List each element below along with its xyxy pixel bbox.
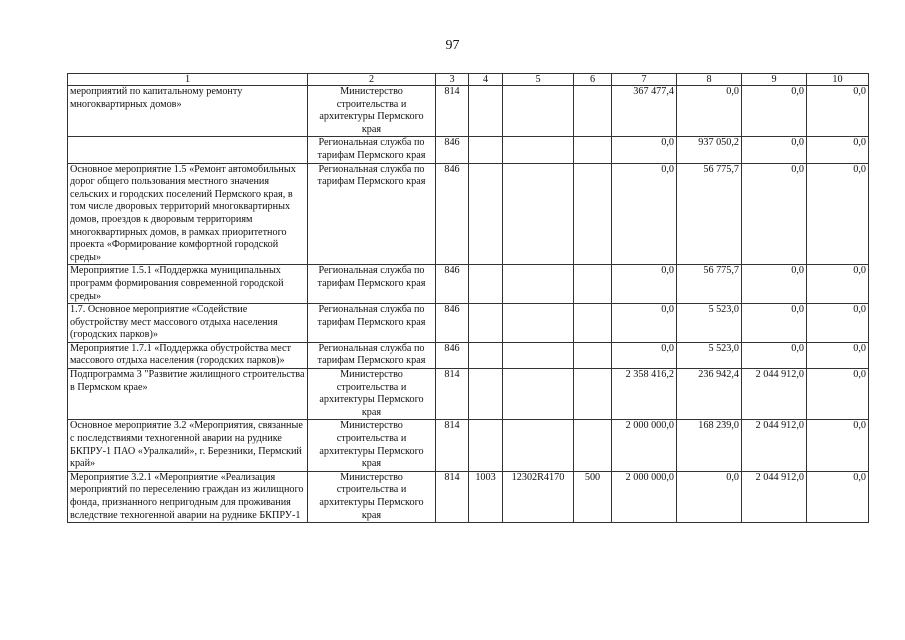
header-cell: 5 [503, 74, 574, 86]
budget-table [67, 73, 869, 523]
row-col8-cell: 5 523,0 [677, 304, 742, 343]
row-col7-cell: 0,0 [612, 137, 677, 163]
header-cell: 10 [807, 74, 869, 86]
row-col7-cell: 0,0 [612, 163, 677, 265]
header-cell: 3 [436, 74, 469, 86]
header-cell: 4 [469, 74, 503, 86]
row-col10-cell: 0,0 [807, 369, 869, 420]
row-col7-cell: 367 477,4 [612, 86, 677, 137]
header-cell: 9 [742, 74, 807, 86]
row-org-cell: Региональная служба по тарифам Пермского края [308, 265, 436, 304]
row-org-cell: Региональная служба по тарифам Пермского края [308, 342, 436, 368]
row-org-cell: Министерство строительства и архитектуры Пермского края [308, 369, 436, 420]
page-number: 97 [445, 38, 460, 53]
row-col8-cell: 0,0 [677, 471, 742, 522]
row-col8-cell: 937 050,2 [677, 137, 742, 163]
row-col7-cell: 0,0 [612, 342, 677, 368]
row-col5-cell [503, 265, 574, 304]
row-col9-cell: 2 044 912,0 [742, 420, 807, 471]
row-col6-cell [574, 137, 612, 163]
table-row [68, 163, 869, 265]
row-col10-cell: 0,0 [807, 163, 869, 265]
row-col6-cell [574, 342, 612, 368]
row-col8-cell: 236 942,4 [677, 369, 742, 420]
row-col4-cell [469, 369, 503, 420]
row-org-cell: Министерство строительства и архитектуры Пермского края [308, 86, 436, 137]
row-col5-cell [503, 163, 574, 265]
row-col4-cell: 1003 [469, 471, 503, 522]
row-col8-cell: 5 523,0 [677, 342, 742, 368]
row-col10-cell: 0,0 [807, 342, 869, 368]
row-col7-cell: 0,0 [612, 265, 677, 304]
table-header [68, 74, 869, 86]
header-cell: 2 [308, 74, 436, 86]
row-col7-cell: 0,0 [612, 304, 677, 343]
row-col9-cell: 0,0 [742, 304, 807, 343]
row-col4-cell [469, 420, 503, 471]
row-name-cell: Мероприятие 3.2.1 «Мероприятие «Реализация мероприятий по переселению граждан из жилищного фонда, признанного непригодным для проживания вследствие техногенной аварии на руднике БКПРУ-1 [68, 471, 308, 522]
row-name-cell: Мероприятие 1.5.1 «Поддержка муниципальных программ формирования современной городской среды» [68, 265, 308, 304]
row-col6-cell [574, 265, 612, 304]
row-org-cell: Министерство строительства и архитектуры Пермского края [308, 471, 436, 522]
row-col6-cell [574, 304, 612, 343]
row-col8-cell: 168 239,0 [677, 420, 742, 471]
row-col6-cell [574, 163, 612, 265]
header-cell: 6 [574, 74, 612, 86]
row-col10-cell: 0,0 [807, 471, 869, 522]
row-org-cell: Министерство строительства и архитектуры Пермского края [308, 420, 436, 471]
row-col4-cell [469, 342, 503, 368]
row-col5-cell: 12302R4170 [503, 471, 574, 522]
row-name-cell [68, 137, 308, 163]
row-col10-cell: 0,0 [807, 137, 869, 163]
row-col10-cell: 0,0 [807, 420, 869, 471]
row-col4-cell [469, 304, 503, 343]
table-row [68, 420, 869, 471]
row-col9-cell: 0,0 [742, 265, 807, 304]
row-col3-cell: 846 [436, 342, 469, 368]
row-col10-cell: 0,0 [807, 86, 869, 137]
row-col3-cell: 846 [436, 163, 469, 265]
row-col4-cell [469, 265, 503, 304]
row-col3-cell: 846 [436, 304, 469, 343]
table-row [68, 86, 869, 137]
row-col7-cell: 2 000 000,0 [612, 471, 677, 522]
row-name-cell: Мероприятие 1.7.1 «Поддержка обустройства мест массового отдыха населения (городских парков)» [68, 342, 308, 368]
table-row [68, 471, 869, 522]
header-cell: 8 [677, 74, 742, 86]
table-row [68, 342, 869, 368]
table-row [68, 265, 869, 304]
row-col5-cell [503, 304, 574, 343]
row-col6-cell [574, 86, 612, 137]
header-row [68, 74, 869, 86]
row-col5-cell [503, 137, 574, 163]
row-org-cell: Региональная служба по тарифам Пермского края [308, 163, 436, 265]
table-row [68, 137, 869, 163]
row-col10-cell: 0,0 [807, 304, 869, 343]
row-org-cell: Региональная служба по тарифам Пермского края [308, 304, 436, 343]
row-col10-cell: 0,0 [807, 265, 869, 304]
header-cell: 7 [612, 74, 677, 86]
row-col4-cell [469, 86, 503, 137]
row-name-cell: Основное мероприятие 3.2 «Мероприятия, связанные с последствиями техногенной аварии на руднике БКПРУ-1 ПАО «Уралкалий», г. Березники, Пермский край» [68, 420, 308, 471]
row-col3-cell: 814 [436, 86, 469, 137]
row-col9-cell: 2 044 912,0 [742, 471, 807, 522]
row-col7-cell: 2 000 000,0 [612, 420, 677, 471]
row-col9-cell: 0,0 [742, 163, 807, 265]
row-col6-cell: 500 [574, 471, 612, 522]
table-row [68, 304, 869, 343]
row-col8-cell: 0,0 [677, 86, 742, 137]
row-col8-cell: 56 775,7 [677, 265, 742, 304]
row-col3-cell: 814 [436, 471, 469, 522]
row-col5-cell [503, 86, 574, 137]
row-col3-cell: 814 [436, 420, 469, 471]
row-name-cell: Основное мероприятие 1.5 «Ремонт автомобильных дорог общего пользования местного значения сельских и городских поселений Пермского края, в том числе дворовых территорий многоквартирных домов, проездов к дворовым территориям многоквартирных домов, в рамках приоритетного проекта «Формирование комфортной городской среды» [68, 163, 308, 265]
row-col6-cell [574, 369, 612, 420]
row-name-cell: Подпрограмма 3 "Развитие жилищного строительства в Пермском крае» [68, 369, 308, 420]
row-name-cell: 1.7. Основное мероприятие «Содействие обустройству мест массового отдыха населения (городских парков)» [68, 304, 308, 343]
row-col9-cell: 0,0 [742, 86, 807, 137]
row-col4-cell [469, 163, 503, 265]
row-col3-cell: 846 [436, 137, 469, 163]
row-col7-cell: 2 358 416,2 [612, 369, 677, 420]
row-col5-cell [503, 342, 574, 368]
row-col5-cell [503, 420, 574, 471]
row-col9-cell: 0,0 [742, 342, 807, 368]
table-body [68, 86, 869, 523]
row-col5-cell [503, 369, 574, 420]
row-col3-cell: 846 [436, 265, 469, 304]
row-col3-cell: 814 [436, 369, 469, 420]
row-col4-cell [469, 137, 503, 163]
row-name-cell: мероприятий по капитальному ремонту многоквартирных домов» [68, 86, 308, 137]
row-col8-cell: 56 775,7 [677, 163, 742, 265]
header-cell: 1 [68, 74, 308, 86]
row-col9-cell: 2 044 912,0 [742, 369, 807, 420]
table-row [68, 369, 869, 420]
row-col9-cell: 0,0 [742, 137, 807, 163]
row-col6-cell [574, 420, 612, 471]
row-org-cell: Региональная служба по тарифам Пермского края [308, 137, 436, 163]
